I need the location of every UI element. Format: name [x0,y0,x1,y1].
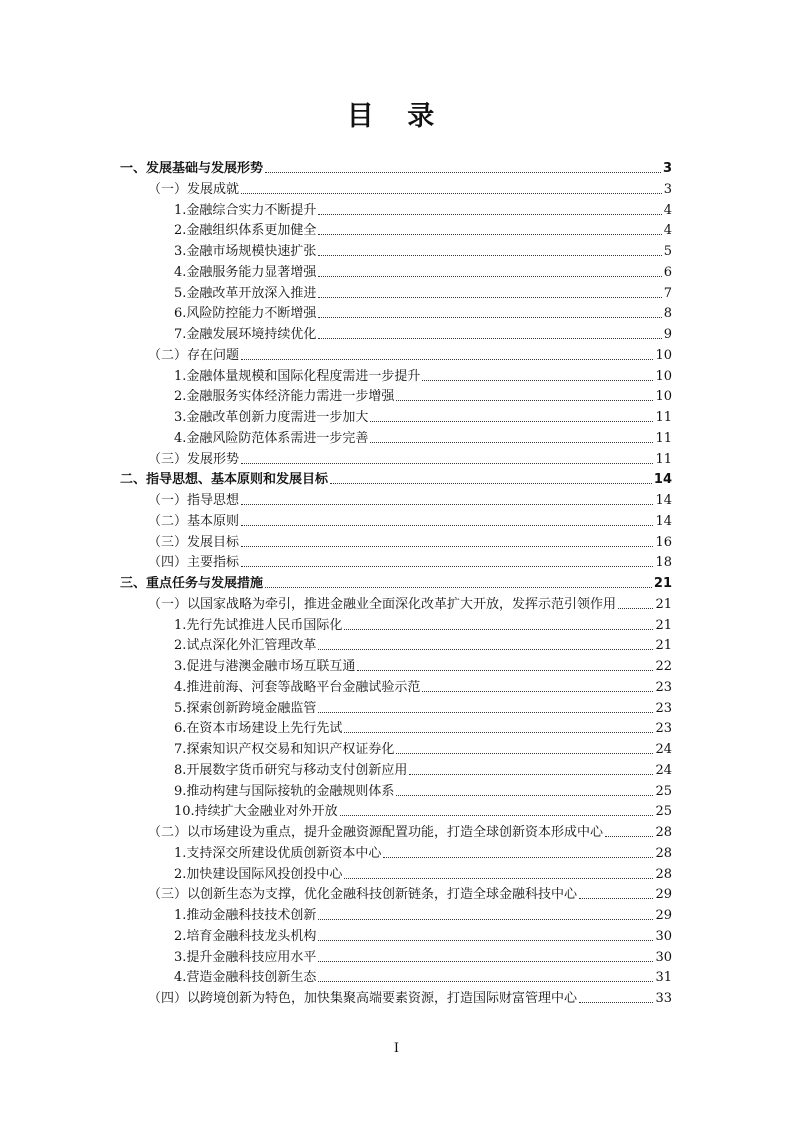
toc-dot-leader [396,753,653,754]
toc-entry-page: 14 [655,513,672,529]
toc-entry-page: 25 [655,783,672,799]
toc-entry[interactable] [174,924,672,945]
toc-entry-label: 3.金融改革创新力度需进一步加大 [174,410,369,425]
toc-entry-page: 33 [655,991,672,1006]
toc-entry-page: 9 [663,327,672,342]
toc-dot-leader [357,670,653,671]
toc-entry-page: 23 [655,721,672,737]
toc-dot-leader [579,1002,653,1003]
toc-entry-page: 4 [663,223,672,239]
toc-entry-page: 29 [655,887,672,903]
toc-entry[interactable] [174,862,672,883]
toc-entry[interactable] [148,488,672,509]
toc-entry-page: 30 [655,928,672,944]
toc-entry[interactable] [174,965,672,986]
toc-dot-leader [318,317,661,318]
toc-dot-leader [318,297,661,298]
toc-entry-page: 24 [655,762,672,778]
toc-entry-label: （一）指导思想 [148,493,240,508]
toc-entry-label: （三）发展目标 [148,534,240,550]
toc-entry-page: 5 [663,244,672,259]
toc-entry-page: 11 [655,410,672,425]
toc-entry[interactable] [148,177,672,198]
toc-dot-leader [318,981,653,982]
toc-dot-leader [318,919,653,920]
toc-dot-leader [344,629,653,630]
toc-entry[interactable] [120,467,672,488]
toc-dot-leader [605,836,653,837]
toc-dot-leader [318,276,661,277]
toc-dot-leader [241,193,662,194]
toc-entry[interactable] [120,571,672,592]
toc-entry-label: 6.在资本市场建设上先行先试 [174,721,343,737]
toc-entry-page: 10 [655,368,672,384]
toc-entry-label: 二、指导思想、基本原则和发展目标 [120,472,329,488]
toc-entry[interactable] [174,779,672,800]
toc-entry-label: 一、发展基础与发展形势 [120,161,264,176]
toc-entry-page: 28 [655,845,672,861]
toc-entry-label: （四）主要指标 [148,555,240,571]
toc-entry[interactable] [148,447,672,468]
toc-entry[interactable] [174,384,672,405]
toc-dot-leader [241,566,653,567]
toc-entry[interactable] [174,945,672,966]
toc-entry[interactable] [174,675,672,696]
toc-entry-page: 23 [655,700,672,716]
toc-entry-label: （二）以市场建设为重点，提升金融资源配置功能，打造全球创新资本形成中心 [148,825,604,840]
toc-entry-page: 10 [655,389,672,405]
toc-entry-page: 31 [655,970,672,986]
toc-entry-label: 7.探索知识产权交易和知识产权证券化 [174,742,395,757]
toc-entry-label: （一）以国家战略为牵引，推进金融业全面深化改革扩大开放，发挥示范引领作用 [148,596,617,612]
toc-dot-leader [344,878,653,879]
toc-entry-label: 10.持续扩大金融业对外开放 [174,804,338,820]
toc-entry[interactable] [174,654,672,675]
toc-entry-label: 1.金融综合实力不断提升 [174,202,317,218]
toc-entry[interactable] [148,986,672,1007]
toc-entry-page: 28 [655,866,672,882]
toc-entry-page: 8 [663,306,672,322]
toc-entry-page: 3 [663,181,672,197]
toc-entry[interactable] [174,405,672,426]
toc-entry-page: 21 [653,576,672,591]
toc-dot-leader [265,587,652,588]
toc-entry[interactable] [174,613,672,634]
toc-entry-label: 1.支持深交所建设优质创新资本中心 [174,845,382,861]
toc-entry[interactable] [174,799,672,820]
toc-entry-label: 三、重点任务与发展措施 [120,576,264,591]
toc-entry[interactable] [174,633,672,654]
toc-dot-leader [344,732,653,733]
toc-entry-label: （四）以跨境创新为特色，加快集聚高端要素资源，打造国际财富管理中心 [148,991,578,1006]
toc-entry[interactable] [174,364,672,385]
toc-entry-label: 1.推动金融科技技术创新 [174,908,317,923]
toc-entry-label: 2.金融服务实体经济能力需进一步增强 [174,389,395,405]
toc-entry[interactable] [174,260,672,281]
toc-entry-page: 29 [655,908,672,923]
toc-dot-leader [241,359,653,360]
toc-entry-label: 6.风险防控能力不断增强 [174,306,317,322]
toc-entry-page: 14 [653,472,672,488]
toc-entry-page: 11 [655,430,672,446]
toc-dot-leader [318,940,653,941]
toc-entry-label: 2.加快建设国际风投创投中心 [174,866,343,882]
toc-entry-label: 8.开展数字货币研究与移动支付创新应用 [174,762,408,778]
toc-entry-page: 4 [663,202,672,218]
toc-dot-leader [370,442,653,443]
toc-entry[interactable] [174,696,672,717]
toc-entry-label: （二）基本原则 [148,513,240,529]
toc-entry-label: 4.推进前海、河套等战略平台金融试验示范 [174,679,421,695]
toc-dot-leader [318,338,661,339]
toc-entry[interactable] [174,737,672,758]
toc-entry[interactable] [148,882,672,903]
toc-entry-page: 28 [655,825,672,840]
toc-dot-leader [318,649,653,650]
toc-entry[interactable] [148,550,672,571]
toc-entry-page: 14 [655,493,672,508]
toc-entry-label: 2.金融组织体系更加健全 [174,223,317,239]
toc-entry-label: 4.金融风险防范体系需进一步完善 [174,430,369,446]
toc-entry[interactable] [148,820,672,841]
toc-entry-label: 4.金融服务能力显著增强 [174,264,317,280]
toc-entry-page: 21 [655,617,672,633]
page-number: I [393,1041,400,1056]
toc-dot-leader [579,898,653,899]
toc-entry-label: 2.培育金融科技龙头机构 [174,928,317,944]
toc-dot-leader [409,774,653,775]
toc-entry-page: 23 [655,679,672,695]
toc-entry[interactable] [174,841,672,862]
toc-entry[interactable] [174,758,672,779]
toc-entry-label: （一）发展成就 [148,181,240,197]
toc-dot-leader [318,214,661,215]
toc-entry-label: 4.营造金融科技创新生态 [174,970,317,986]
toc-entry-label: 3.提升金融科技应用水平 [174,949,317,965]
toc-dot-leader [318,234,661,235]
toc-entry[interactable] [174,716,672,737]
toc-entry[interactable] [174,301,672,322]
toc-entry[interactable] [174,239,672,260]
toc-entry-label: 1.金融体量规模和国际化程度需进一步提升 [174,368,421,384]
toc-title: 目 录 [346,101,447,132]
toc-dot-leader [618,608,653,609]
toc-entry-page: 16 [655,534,672,550]
toc-entry-label: 2.试点深化外汇管理改革 [174,638,317,654]
toc-entry-label: 5.金融改革开放深入推进 [174,285,317,301]
toc-entry-label: 1.先行先试推进人民币国际化 [174,617,343,633]
toc-entry-page: 3 [662,161,672,176]
toc-dot-leader [241,546,653,547]
toc-dot-leader [396,400,653,401]
toc-entry[interactable] [120,156,672,177]
toc-dot-leader [383,857,653,858]
toc-entry-page: 11 [655,451,672,467]
toc-entry-page: 21 [655,596,672,612]
toc-dot-leader [241,504,653,505]
toc-entry[interactable] [174,281,672,302]
toc-dot-leader [330,483,652,484]
toc-entry-label: （三）以创新生态为支撑，优化金融科技创新链条，打造全球金融科技中心 [148,887,578,903]
toc-entry-label: （三）发展形势 [148,451,240,467]
toc-dot-leader [318,255,661,256]
toc-entry-page: 30 [655,949,672,965]
toc-entry-label: 9.推动构建与国际接轨的金融规则体系 [174,783,395,799]
toc-entry-page: 21 [655,638,672,654]
toc-dot-leader [422,380,653,381]
toc-entry-page: 25 [655,804,672,820]
toc-entry[interactable] [148,530,672,551]
toc-entry-label: （二）存在问题 [148,347,240,363]
toc-dot-leader [318,712,653,713]
toc-entry-label: 3.促进与港澳金融市场互联互通 [174,659,356,674]
toc-dot-leader [241,525,653,526]
toc-dot-leader [370,421,653,422]
toc-dot-leader [396,795,653,796]
toc-dot-leader [340,815,654,816]
toc-entry-page: 18 [655,555,672,571]
toc-entry[interactable] [174,903,672,924]
toc-entry[interactable] [148,343,672,364]
toc-entry[interactable] [148,592,672,613]
toc-entry[interactable] [174,426,672,447]
toc-entry-label: 3.金融市场规模快速扩张 [174,244,317,259]
toc-entry[interactable] [174,198,672,219]
toc-entry[interactable] [174,218,672,239]
toc-entry-page: 6 [663,264,672,280]
toc-entry-page: 7 [663,285,672,301]
toc-entry[interactable] [174,322,672,343]
toc-entry-page: 10 [655,347,672,363]
toc-dot-leader [318,961,653,962]
toc-dot-leader [265,172,661,173]
toc-entry[interactable] [148,509,672,530]
toc-entry-label: 7.金融发展环境持续优化 [174,327,317,342]
toc-entry-label: 5.探索创新跨境金融监管 [174,700,317,716]
toc-dot-leader [422,691,653,692]
toc-entry-page: 22 [655,659,672,674]
toc-entry-page: 24 [655,742,672,757]
toc-dot-leader [241,463,653,464]
